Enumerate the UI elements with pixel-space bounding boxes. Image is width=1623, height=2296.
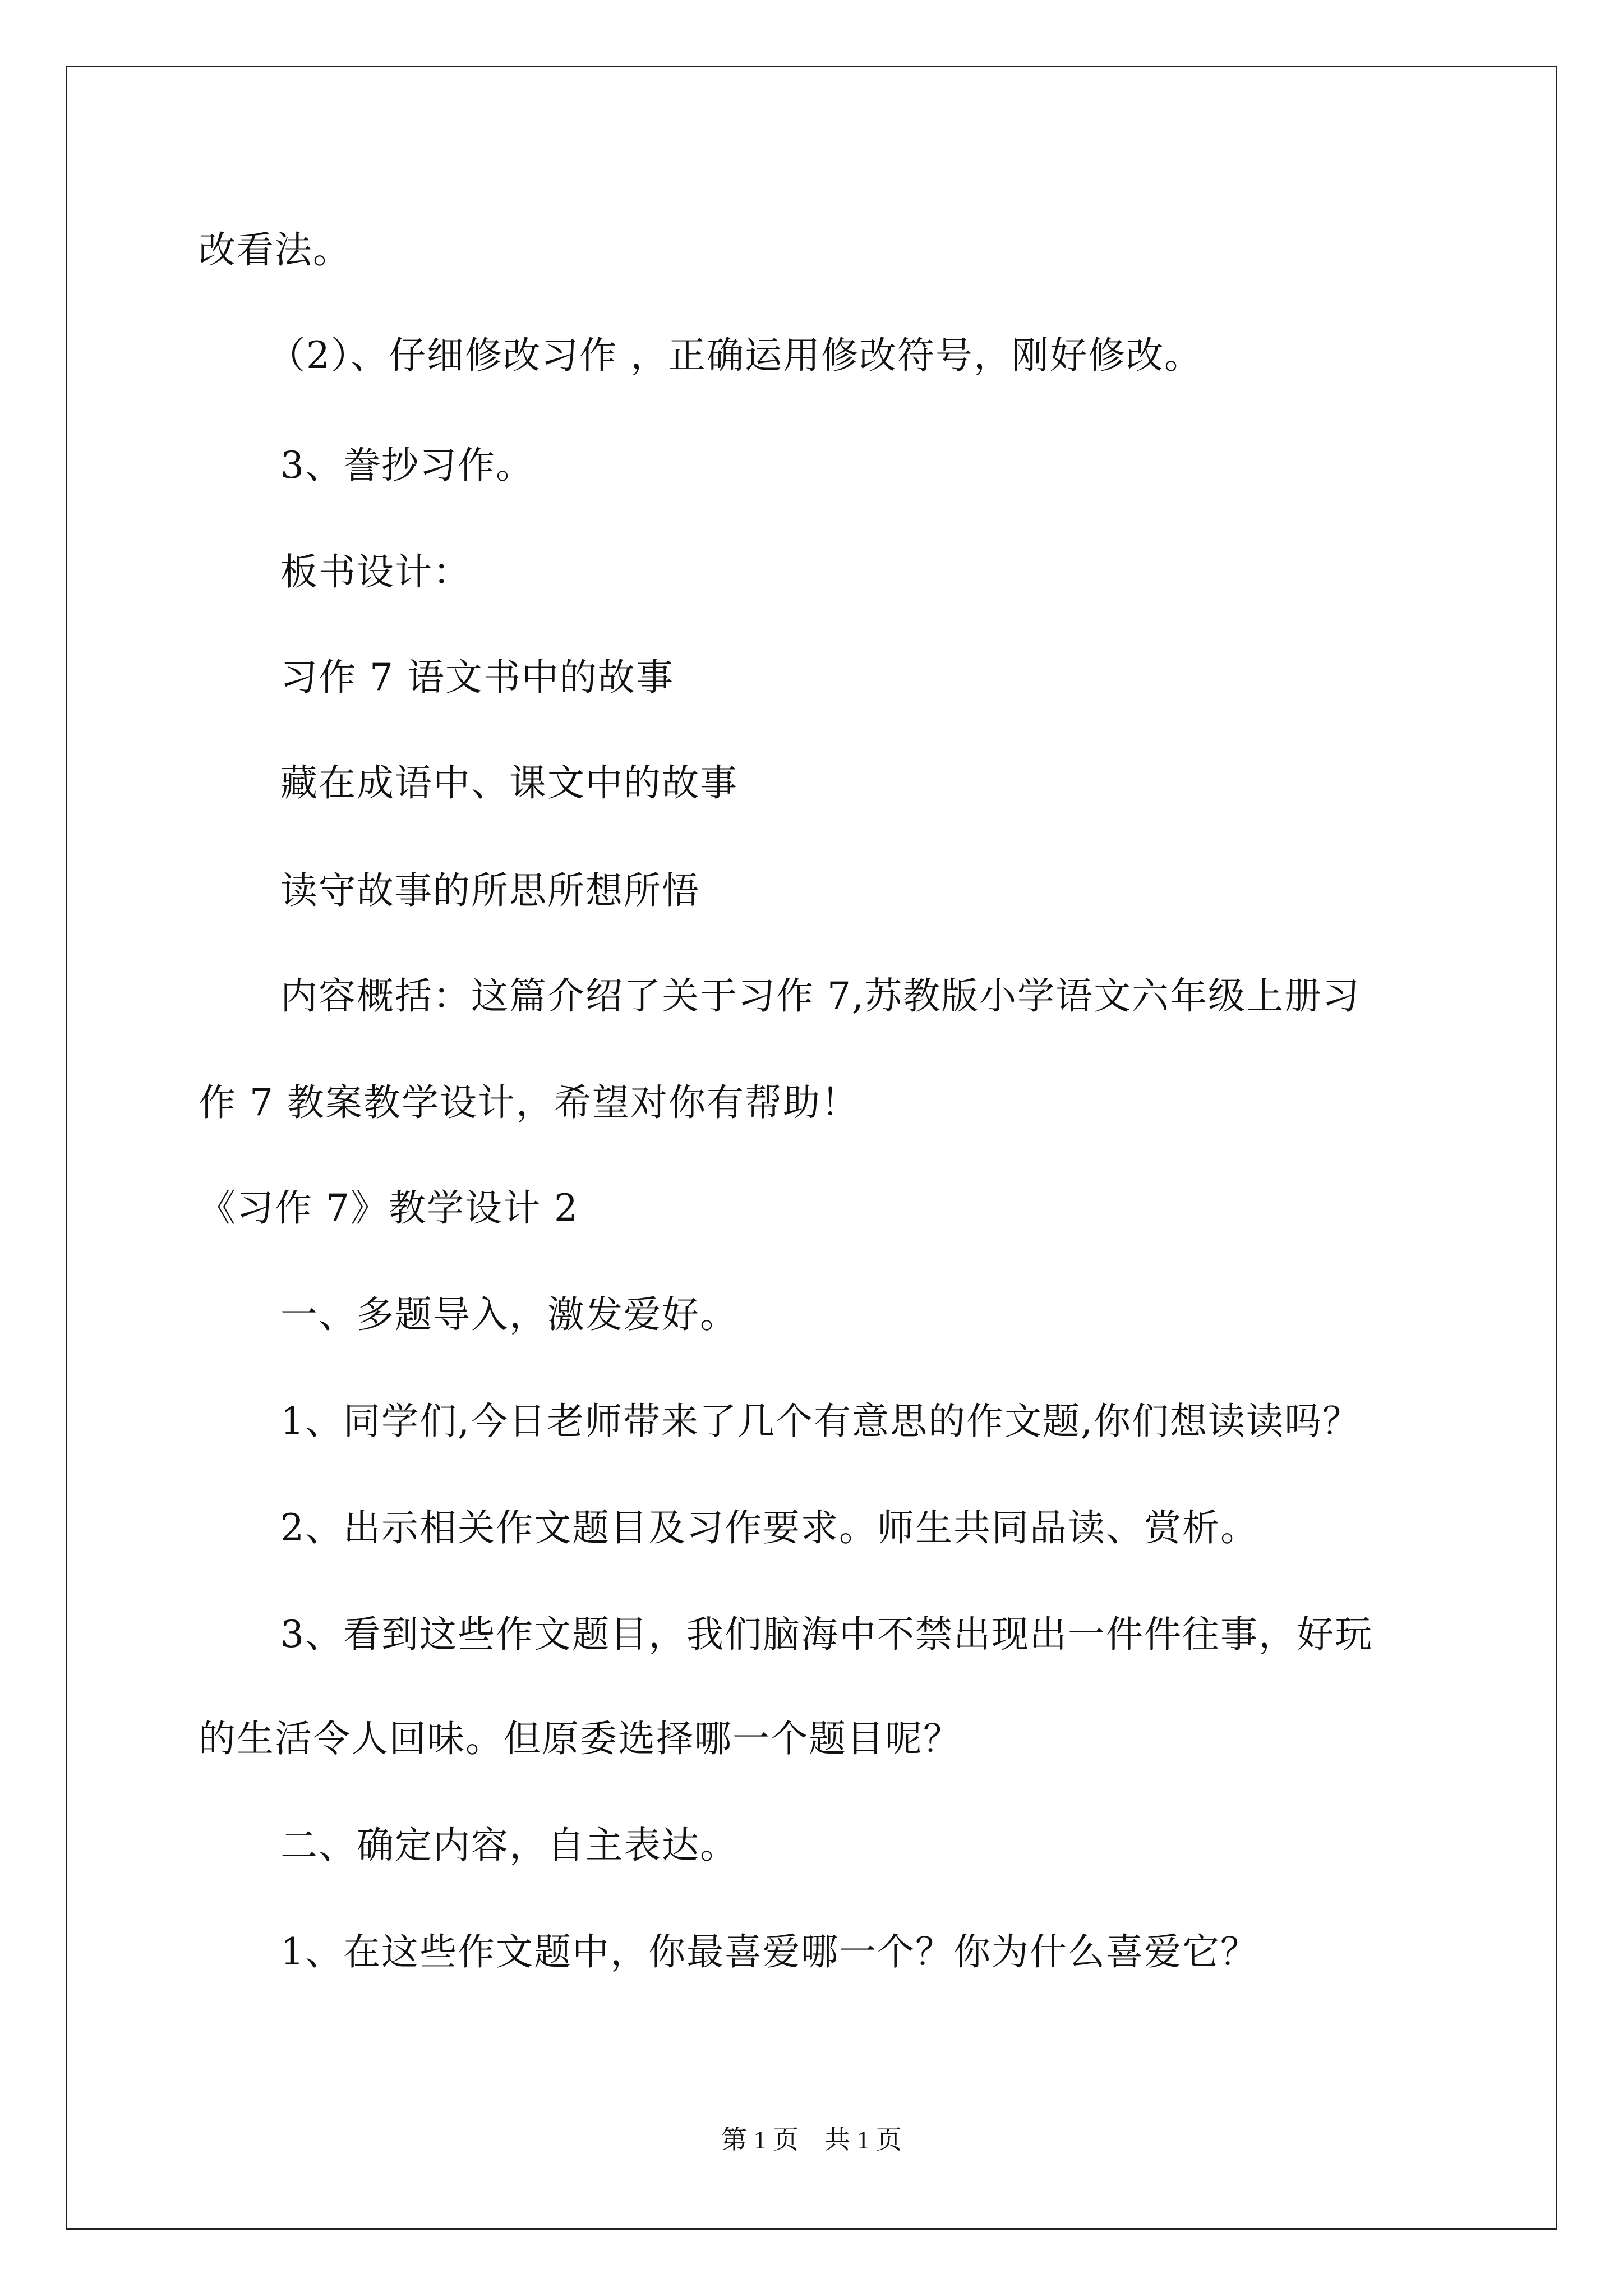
page-footer: 第 1 页 共 1 页 [721,2125,902,2154]
page-border [66,66,1557,2230]
text-line: 二、确定内容，自主表达。 [280,1824,738,1867]
section-heading: 《习作 7》教学设计 2 [199,1186,579,1230]
text-line: 的生活令人回味。但原委选择哪一个题目呢？ [199,1717,961,1760]
text-line: 藏在成语中、课文中的故事 [280,761,738,804]
text-line: 习作 7 语文书中的故事 [280,656,674,699]
text-line: 板书设计： [280,550,471,593]
text-line: （2）、仔细修改习作 ，正确运用修改符号，刚好修改。 [268,334,1202,377]
text-line: 2、出示相关作文题目及习作要求。师生共同品读、赏析。 [280,1506,1258,1549]
text-line: 内容概括：这篇介绍了关于习作 7,苏教版小学语文六年级上册习 [280,974,1361,1018]
text-line: 作 7 教案教学设计，希望对你有帮助！ [199,1081,859,1124]
text-line: 1、在这些作文题中，你最喜爱哪一个？你为什么喜爱它？ [280,1930,1258,1973]
text-line: 改看法。 [199,228,351,272]
text-line: 一、多题导入，激发爱好。 [280,1293,738,1336]
text-line: 3、誊抄习作。 [280,444,534,487]
text-line: 1、同学们,今日老师带来了几个有意思的作文题,你们想读读吗？ [280,1400,1361,1443]
text-line: 3、看到这些作文题目，我们脑海中不禁出现出一件件往事，好玩 [280,1613,1373,1656]
text-line: 读守故事的所思所想所悟 [280,869,700,912]
